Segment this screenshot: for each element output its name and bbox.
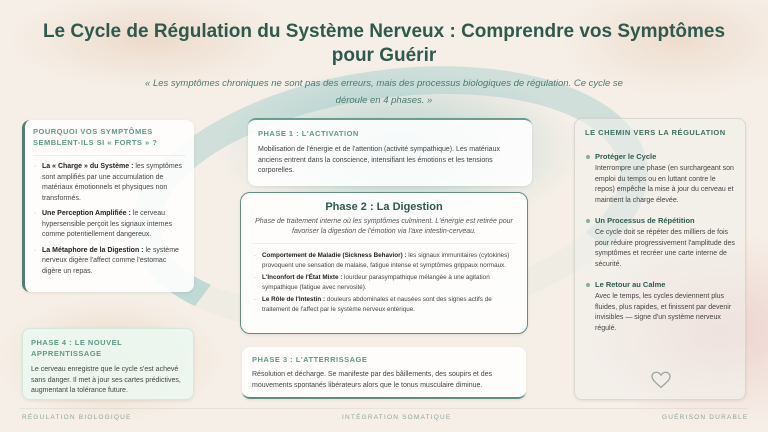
phase-1-heading: PHASE 1 : L'ACTIVATION: [258, 129, 359, 138]
heart-icon: [651, 371, 671, 389]
item-label: Comportement de Maladie (Sickness Behavior) :: [262, 252, 407, 259]
regulation-path-heading: LE CHEMIN VERS LA RÉGULATION: [585, 128, 726, 137]
list-item: [33, 209, 186, 241]
why-symptoms-list: [33, 162, 186, 277]
footer-left: RÉGULATION BIOLOGIQUE: [22, 414, 132, 421]
list-item: [253, 251, 515, 270]
list-item: [253, 295, 515, 314]
item-text: les symptômes sont amplifiés par une accumulation de matériaux émotionnels et physiques non transformés.: [42, 163, 183, 202]
phase-4-heading: PHASE 4 : LE NOUVEL APPRENTISSAGE: [31, 338, 123, 358]
item-label: Une Perception Amplifiée :: [42, 210, 131, 217]
item-text: le cerveau hypersensible perçoit les signaux internes comme potentiellement dangereux.: [42, 210, 172, 238]
page-title: Le Cycle de Régulation du Système Nerveux : Comprendre vos Symptômes pour Guérir: [42, 21, 726, 66]
list-item: [33, 162, 186, 204]
path-item-title: Protéger le Cycle: [585, 152, 735, 161]
phase-4-card: [22, 328, 194, 400]
footer-center: INTÉGRATION SOMATIQUE: [342, 414, 452, 421]
list-item: [33, 246, 186, 278]
path-item-text: Ce cycle doit se répéter des milliers de fois pour réduire progressivement l'amplitude des symptômes et recréer une carte interne de sécurité.: [595, 229, 735, 268]
path-item: [585, 216, 735, 270]
item-label: La Métaphore de la Digestion :: [42, 246, 144, 254]
phase-4-text: Le cerveau enregistre que le cycle s'est achevé sans danger. Il met à jour ses cartes prédictives, augmentant la tolérance future.: [31, 366, 181, 394]
path-item-text: Interrompre une phase (en surchargeant son emploi du temps ou en luttant contre le repos) empêche la mise à jour du cerveau et maintient la charge élevée.: [595, 165, 734, 204]
phase-3-text: Résolution et décharge. Se manifeste par des bâillements, des soupirs et des mouvements spontanés libérateurs alors que le tonus musculaire diminue.: [252, 371, 493, 389]
phase-3-heading: PHASE 3 : L'ATTERRISSAGE: [252, 355, 368, 364]
path-item: [585, 280, 735, 334]
item-label: La « Charge » du Système :: [42, 163, 134, 170]
why-symptoms-heading: POURQUOI VOS SYMPTÔMES SEMBLENT-ILS SI « FORTS » ?: [33, 126, 186, 156]
phase-1-card: [248, 118, 532, 186]
regulation-path-card: [574, 118, 746, 400]
item-label: Le Rôle de l'Intestin :: [262, 296, 326, 303]
path-item-text: Avec le temps, les cycles deviennent plus fluides, plus rapides, et finissent par devenir invisibles — signe d'un système nerveux régulé.: [595, 293, 732, 332]
item-text: douleurs abdominales et nausées sont des signes actifs de traitement de l'affect par le système nerveux entérique.: [262, 296, 492, 313]
footer-divider: [20, 408, 748, 409]
item-text: le système nerveux digère l'affect comme l'estomac digère un repas.: [42, 246, 179, 275]
phase-2-list: [253, 251, 515, 314]
item-text: lourdeur parasympathique mélangée à une agitation sympathique (fatigue avec nervosité).: [262, 274, 490, 291]
path-item-title: Le Retour au Calme: [585, 280, 735, 289]
item-text: les signaux immunitaires (cytokines) provoquent une sensation de malaise, fatigue intense et symptômes grippaux normaux.: [262, 252, 510, 269]
path-item: [585, 152, 735, 206]
phase-2-card: [240, 192, 528, 334]
why-symptoms-card: [22, 120, 194, 292]
item-label: L'Inconfort de l'État Mixte :: [262, 274, 343, 281]
phase-2-title: Phase 2 : La Digestion: [325, 201, 443, 213]
footer-right: GUÉRISON DURABLE: [662, 414, 749, 421]
list-item: [253, 273, 515, 292]
phase-3-card: [242, 347, 526, 399]
path-item-title: Un Processus de Répétition: [585, 216, 735, 225]
phase-1-text: Mobilisation de l'énergie et de l'attention (activité sympathique). Les matériaux anciens entrent dans la conscience, intensifiant les émotions et les tensions corporelles.: [258, 146, 500, 174]
phase-2-subtitle: Phase de traitement interne où les symptômes culminent. L'énergie est retirée pour favoriser la digestion de l'émotion via l'axe intestin-cerveau.: [253, 217, 515, 244]
page-subtitle-quote: « Les symptômes chroniques ne sont pas des erreurs, mais des processus biologiques de régulation. Ce cycle se déroule en 4 phases. »: [145, 78, 623, 106]
